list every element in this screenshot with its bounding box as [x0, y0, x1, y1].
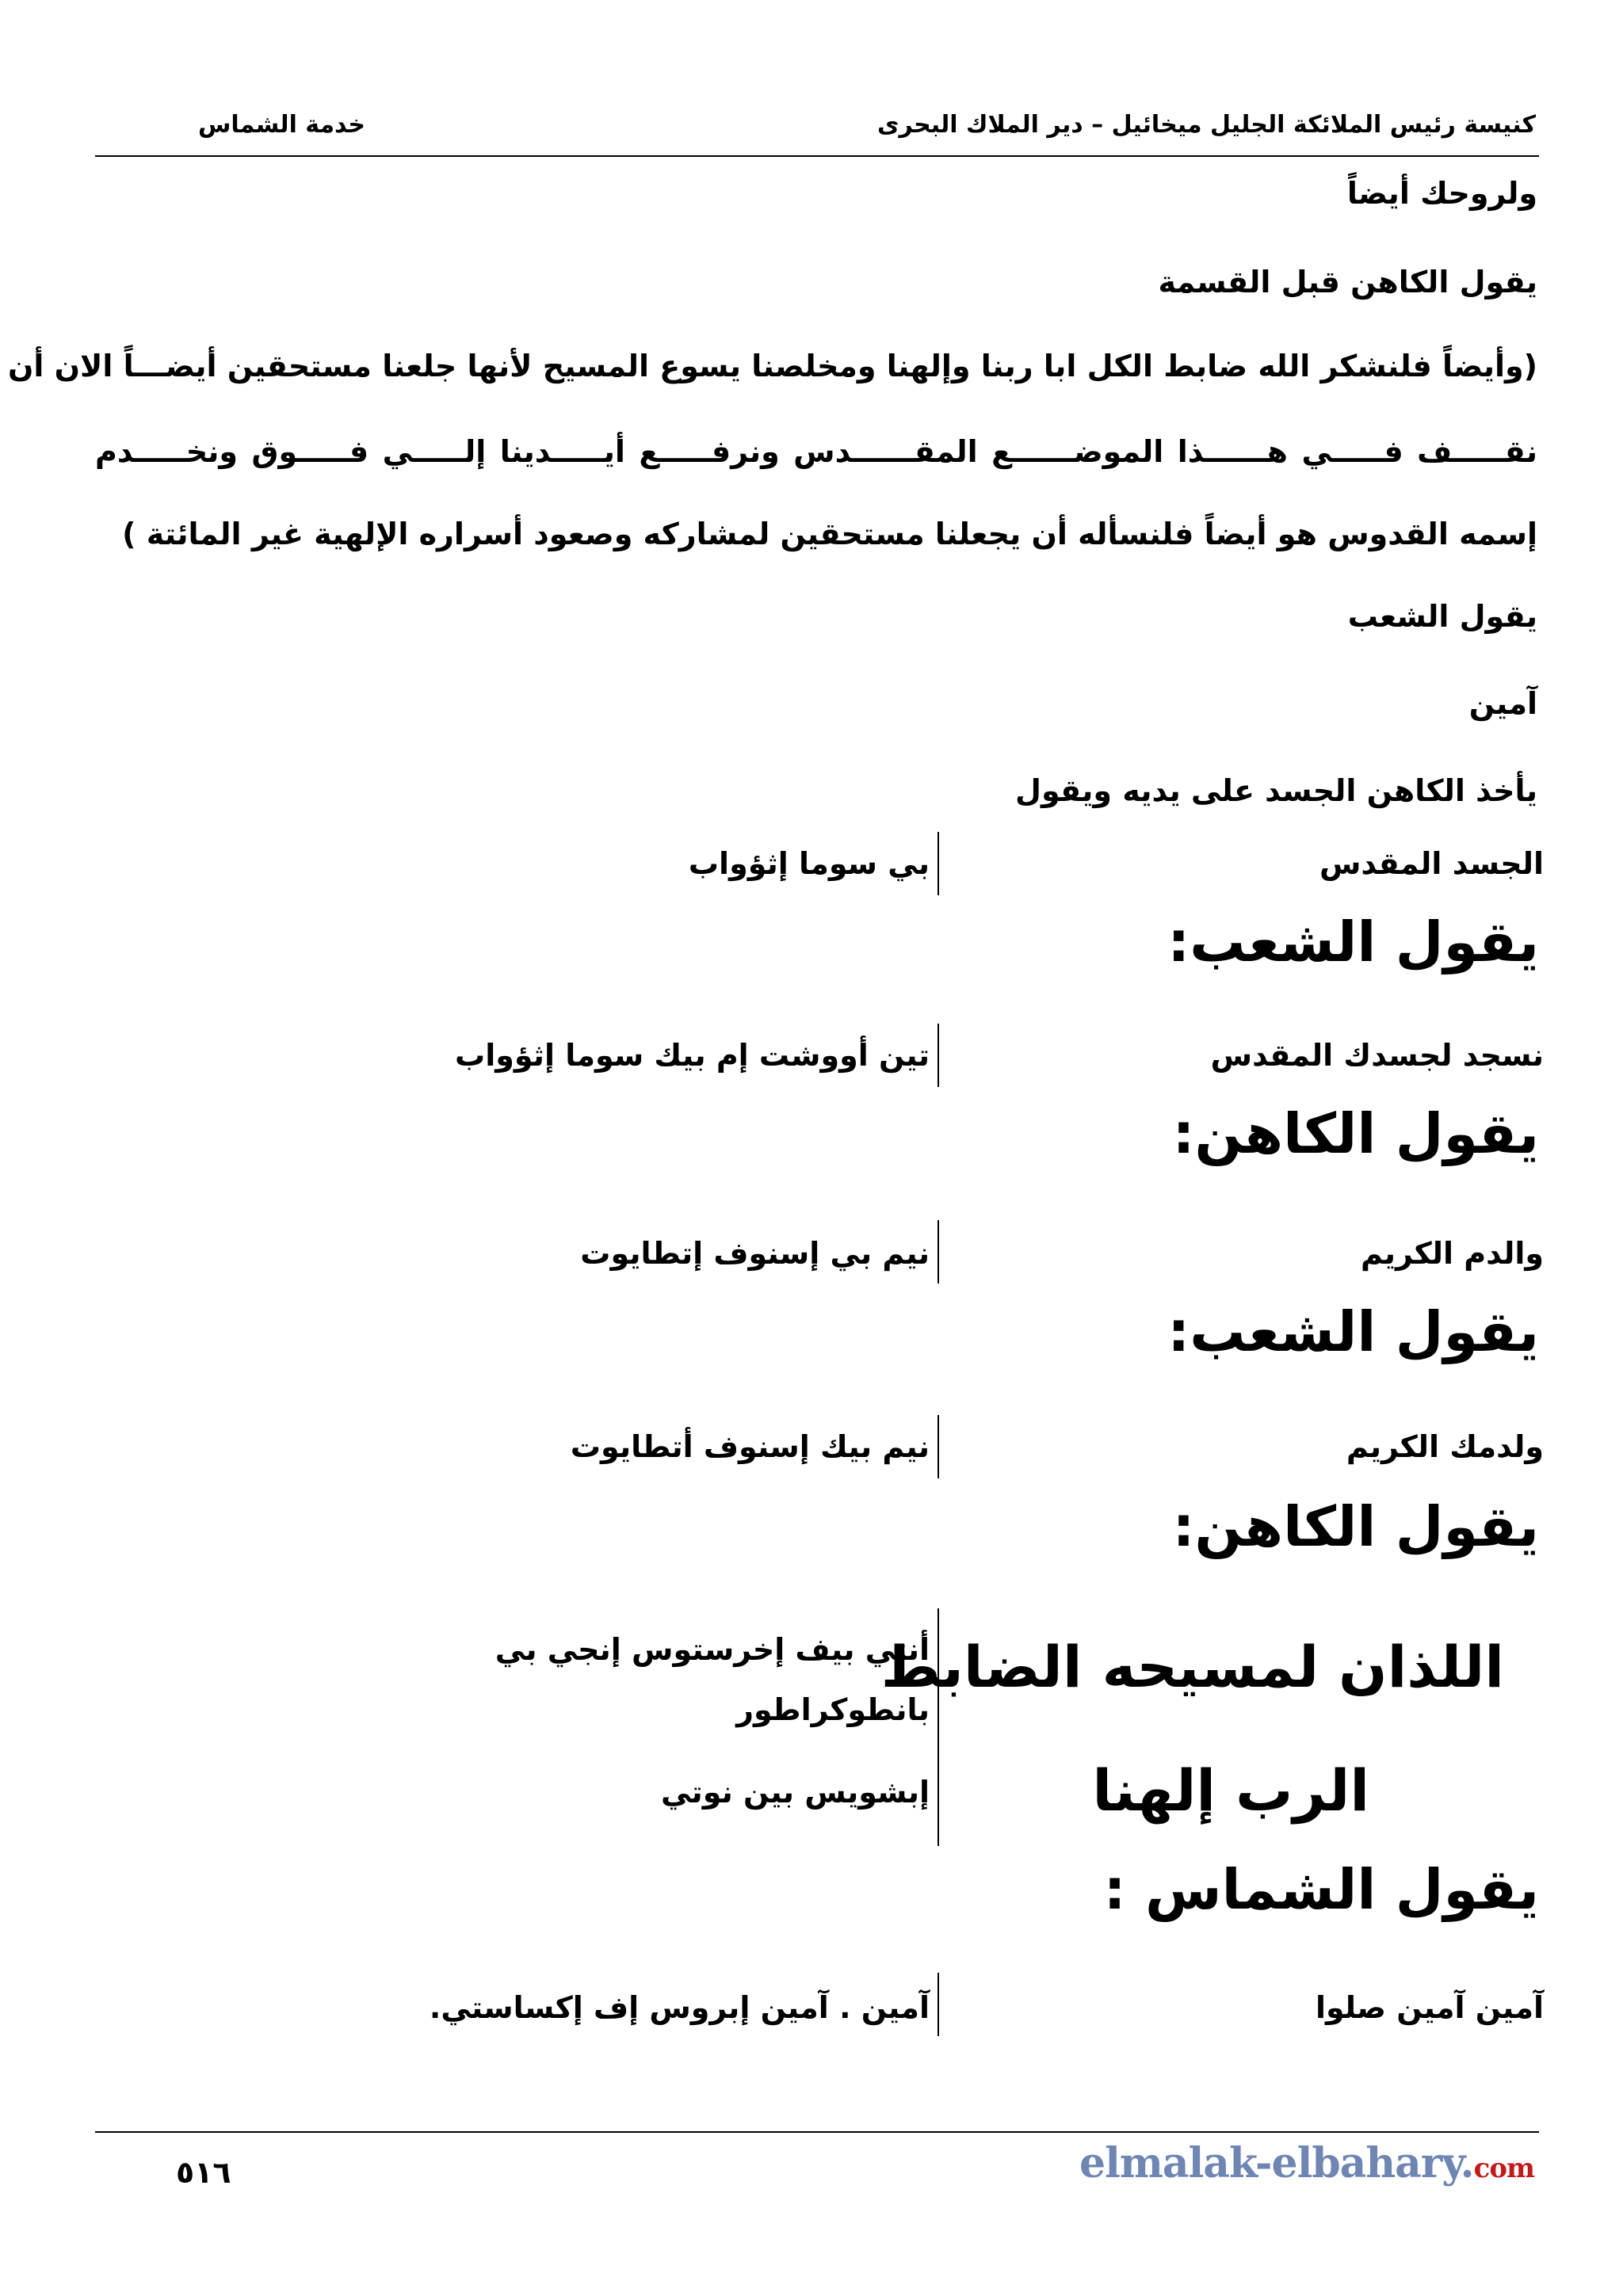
rubric-priest-before-fraction: يقول الكاهن قبل القسمة — [1158, 265, 1537, 299]
arabic-text: آمين آمين صلوا — [1315, 1990, 1544, 2025]
response-line: ولروحك أيضاً — [1346, 176, 1537, 211]
speaker-heading: يقول الشعب: — [1167, 910, 1539, 974]
coptic-text: بي سوما إثؤواب — [688, 846, 930, 881]
coptic-text: تين أووشت إم بيك سوما إثؤواب — [455, 1038, 930, 1073]
coptic-block-line-1: أنتي بيف إخرستوس إنجي بي — [495, 1632, 930, 1667]
rubric-priest-takes-body: يأخذ الكاهن الجسد على يديه ويقول — [1014, 773, 1537, 808]
speaker-heading: يقول الكاهن: — [1172, 1101, 1539, 1166]
footer-rule — [95, 2131, 1539, 2133]
coptic-text: نيم بي إسنوف إتطايوت — [580, 1236, 930, 1271]
page-number: ٥١٦ — [176, 2155, 231, 2190]
arabic-text: ولدمك الكريم — [1346, 1429, 1544, 1464]
speaker-heading: يقول الشعب: — [1167, 1299, 1539, 1364]
prayer-paragraph-line-3: إسمه القدوس هو أيضاً فلنسأله أن يجعلنا مستحقين لمشاركه وصعود أسراره الإلهية غير المائتة ) — [122, 517, 1537, 551]
column-divider — [938, 1973, 939, 2036]
rubric-people: يقول الشعب — [1347, 599, 1537, 634]
coptic-text: آمين . آمين إبروس إف إكساستي. — [429, 1990, 930, 2025]
column-divider — [938, 1608, 939, 1846]
arabic-block-line-1: اللذان لمسيحه الضابط — [880, 1634, 1504, 1700]
header-right-title: كنيسة رئيس الملائكة الجليل ميخائيل – دير الملاك البحرى — [876, 111, 1536, 139]
arabic-text: نسجد لجسدك المقدس — [1210, 1038, 1544, 1073]
site-watermark — [1079, 2139, 1534, 2187]
coptic-block-line-2: بانطوكراطور — [736, 1692, 930, 1727]
watermark-tld: com — [1473, 2153, 1534, 2184]
speaker-heading: يقول الشماس : — [1103, 1857, 1539, 1922]
prayer-paragraph-line-1: (وأيضاً فلنشكر الله ضابط الكل ابا ربنا وإلهنا ومخلصنا يسوع المسيح لأنها جلعنا مستحقين أيضـــاً الان أن — [7, 349, 1537, 383]
column-divider — [938, 1024, 939, 1087]
response-amen: آمين — [1468, 686, 1537, 721]
arabic-text: والدم الكريم — [1360, 1236, 1544, 1271]
coptic-block-line-3: إبشويس بين نوتي — [660, 1775, 930, 1810]
watermark-main: elmalak-elbahary. — [1079, 2139, 1474, 2187]
prayer-paragraph-line-2: نقـــــف فـــــي هــــــذا الموضــــــع المقــــــدس ونرفـــــع أيـــــدينا إلـــــي فـــــوق ونخـــــدم — [95, 434, 1537, 469]
arabic-block-line-2: الرب إلهنا — [1092, 1757, 1369, 1824]
speaker-heading: يقول الكاهن: — [1172, 1494, 1539, 1559]
arabic-text: الجسد المقدس — [1319, 846, 1544, 881]
column-divider — [938, 1220, 939, 1283]
coptic-text: نيم بيك إسنوف أتطايوت — [570, 1429, 930, 1464]
header-left-title: خدمة الشماس — [198, 111, 366, 139]
column-divider — [938, 832, 939, 895]
header-rule — [95, 155, 1539, 157]
column-divider — [938, 1415, 939, 1478]
